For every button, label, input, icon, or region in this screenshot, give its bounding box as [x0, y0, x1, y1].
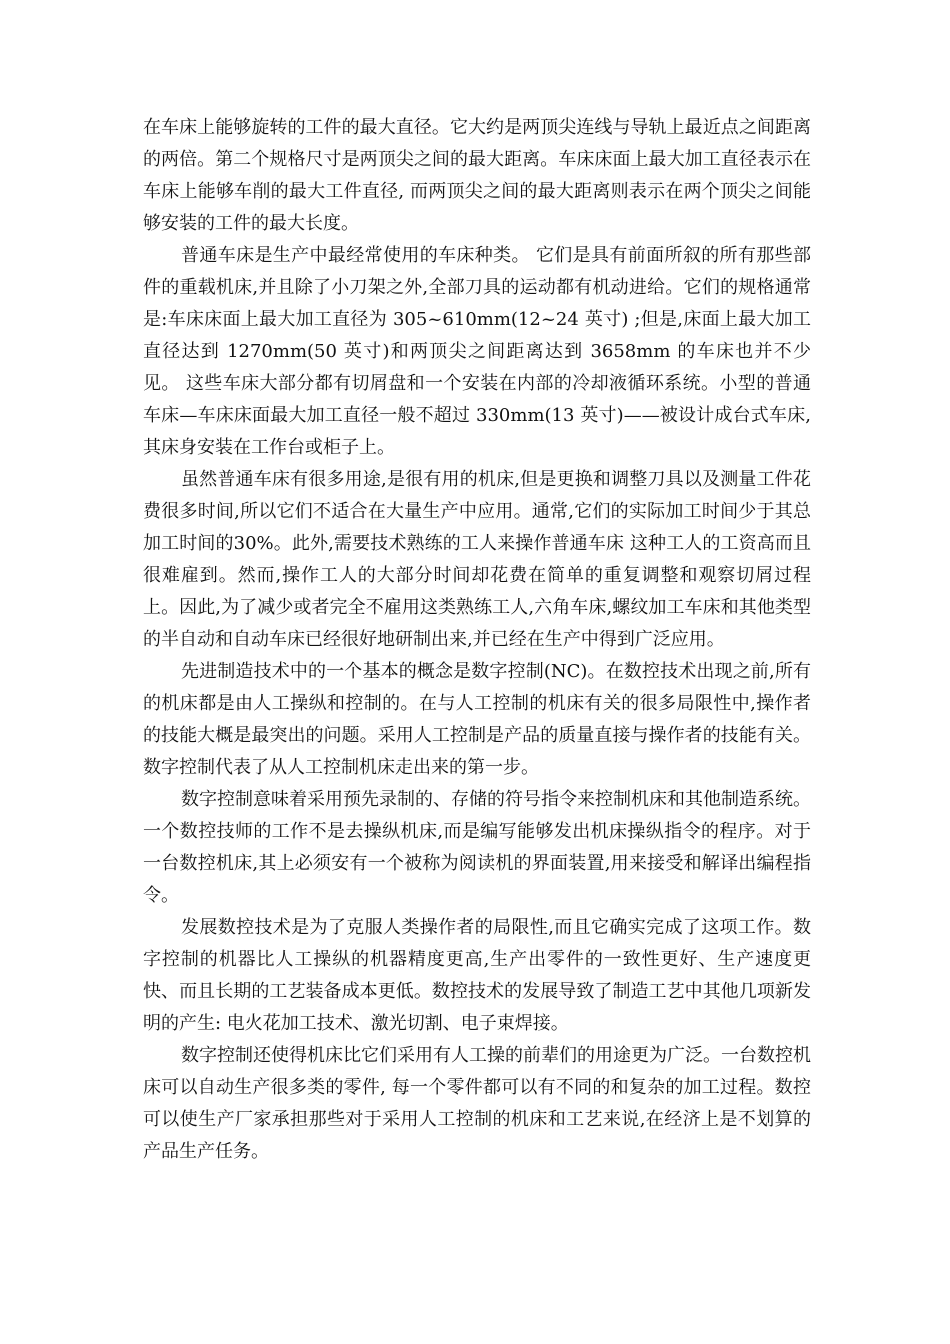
- paragraph: 先进制造技术中的一个基本的概念是数字控制(NC)。在数控技术出现之前,所有的机床都是由人工操纵和控制的。在与人工控制的机床有关的很多局限性中,操作者的技能大概是最突出的问题。采用人工控制是产品的质量直接与操作者的技能有关。数字控制代表了从人工控制机床走出来的第一步。: [143, 661, 811, 778]
- paragraph: 虽然普通车床有很多用途,是很有用的机床,但是更换和调整刀具以及测量工件花费很多时间,所以它们不适合在大量生产中应用。通常,它们的实际加工时间少于其总加工时间的30%。此外,需要技术熟练的工人来操作普通车床 这种工人的工资高而且很难雇到。然而,操作工人的大部分时间却花费在简单的重复调整和观察切屑过程上。因此,为了减少或者完全不雇用这类熟练工人,六角车床,螺纹加工车床和其他类型的半自动和自动车床已经很好地研制出来,并已经在生产中得到广泛应用。: [143, 469, 811, 650]
- paragraph: 数字控制意味着采用预先录制的、存储的符号指令来控制机床和其他制造系统。一个数控技师的工作不是去操纵机床,而是编写能够发出机床操纵指令的程序。对于一台数控机床,其上必须安有一个被称为阅读机的界面装置,用来接受和解译出编程指令。: [143, 789, 811, 906]
- paragraph: 发展数控技术是为了克服人类操作者的局限性,而且它确实完成了这项工作。数字控制的机器比人工操纵的机器精度更高,生产出零件的一致性更好、生产速度更快、而且长期的工艺装备成本更低。数控技术的发展导致了制造工艺中其他几项新发明的产生: 电火花加工技术、激光切割、电子束焊接。: [143, 917, 811, 1034]
- paragraph-continued: 在车床上能够旋转的工件的最大直径。它大约是两顶尖连线与导轨上最近点之间距离的两倍。第二个规格尺寸是两顶尖之间的最大距离。车床床面上最大加工直径表示在车床上能够车削的最大工件直径, 而两顶尖之间的最大距离则表示在两个顶尖之间能够安装的工件的最大长度。: [143, 117, 811, 234]
- paragraph: 普通车床是生产中最经常使用的车床种类。 它们是具有前面所叙的所有那些部件的重载机床,并且除了小刀架之外,全部刀具的运动都有机动进给。它们的规格通常是:车床床面上最大加工直径为 305~610mm(12~24 英寸) ;但是,床面上最大加工直径达到 1270mm(50 英寸)和两顶尖之间距离达到 3658mm 的车床也并不少见。 这些车床大部分都有切屑盘和一个安装在内部的冷却液循环系统。小型的普通车床—车床床面最大加工直径一般不超过 330mm(13 英寸)——被设计成台式车床,其床身安装在工作台或柜子上。: [143, 245, 811, 458]
- paragraph: 数字控制还使得机床比它们采用有人工操的前辈们的用途更为广泛。一台数控机床可以自动生产很多类的零件, 每一个零件都可以有不同的和复杂的加工过程。数控可以使生产厂家承担那些对于采用人工控制的机床和工艺来说,在经济上是不划算的产品生产任务。: [143, 1045, 811, 1162]
- document-body: [143, 112, 811, 1168]
